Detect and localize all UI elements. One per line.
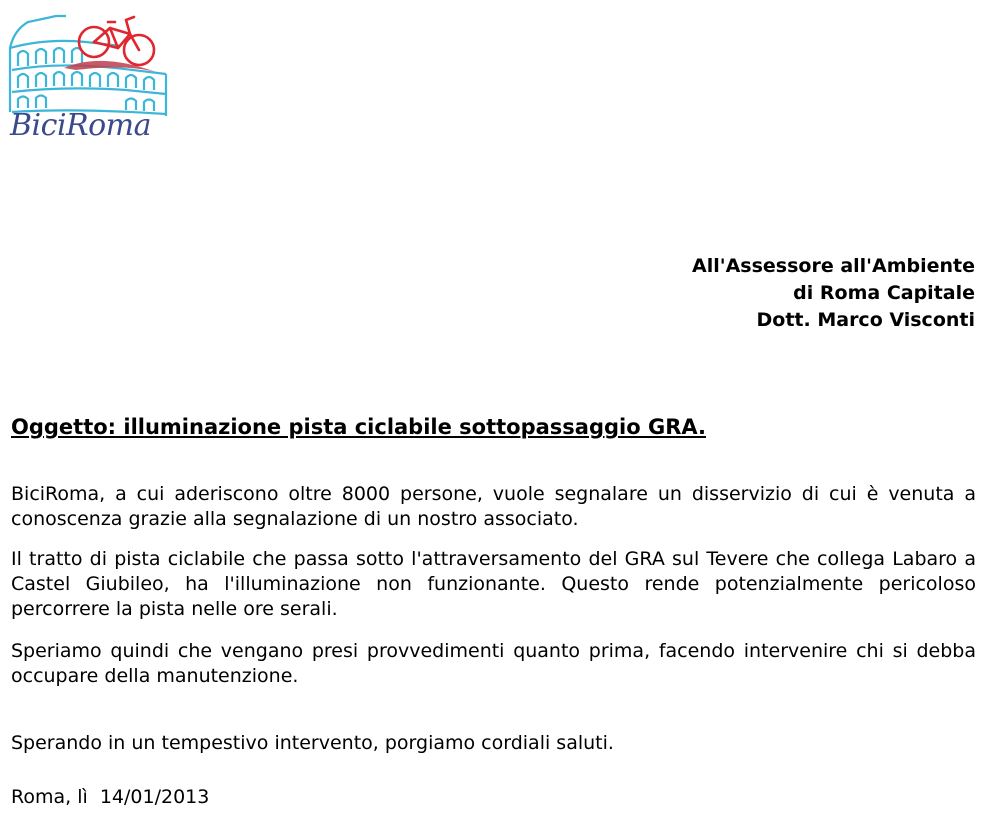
body-paragraph-1: BiciRoma, a cui aderiscono oltre 8000 persone, vuole segnalare un disservizio di cui è venuta a conoscenza grazie alla segnalazione di un nostro associato. <box>11 483 976 530</box>
logo-wordmark: BiciRoma <box>10 108 152 143</box>
recipient-line-3: Dott. Marco Visconti <box>756 309 975 331</box>
place-date: Roma, lì 14/01/2013 <box>11 786 210 808</box>
biciroma-logo <box>6 8 176 148</box>
letter-subject: Oggetto: illuminazione pista ciclabile sottopassaggio GRA. <box>11 415 706 439</box>
recipient-line-1: All'Assessore all'Ambiente <box>692 255 975 277</box>
recipient-line-2: di Roma Capitale <box>793 282 975 304</box>
recipient-block <box>692 253 975 334</box>
body-paragraph-3: Speriamo quindi che vengano presi provvedimenti quanto prima, facendo intervenire chi si debba occupare della manutenzione. <box>11 640 976 687</box>
closing-line: Sperando in un tempestivo intervento, porgiamo cordiali saluti. <box>11 732 614 754</box>
body-paragraph-2: Il tratto di pista ciclabile che passa sotto l'attraversamento del GRA sul Tevere che collega Labaro a Castel Giubileo, ha l'illuminazione non funzionante. Questo rende potenzialmente pericoloso percorrere la pista nelle ore serali. <box>11 548 976 620</box>
